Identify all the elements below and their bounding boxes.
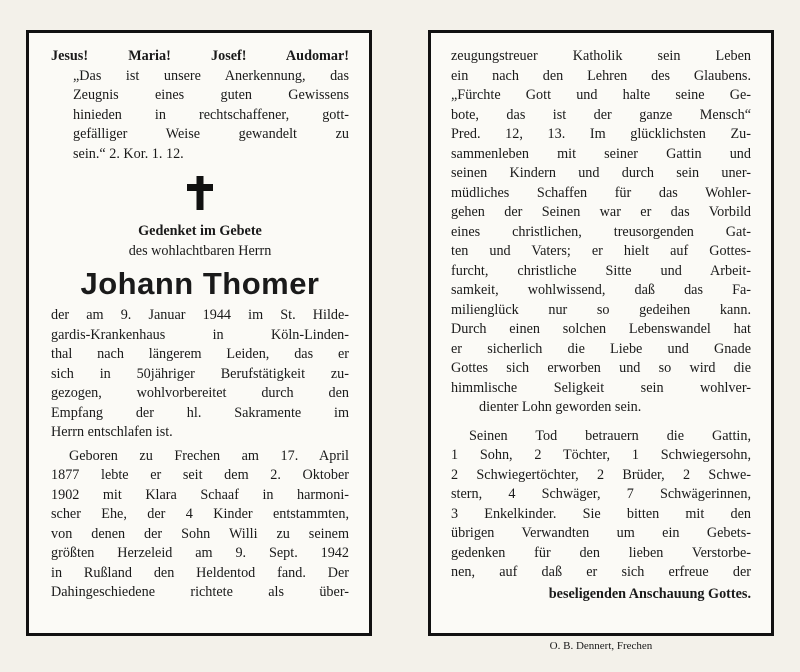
invocation: Jesus! Maria! Josef! Audomar!: [51, 48, 349, 64]
text-line: Herrn entschlafen ist.: [51, 424, 173, 440]
text-line: Seinen Tod betrauern die Gattin,: [469, 427, 751, 444]
text-line: scher Ehe, der 4 Kinder entstammten,: [51, 506, 349, 522]
left-card: [26, 30, 372, 636]
text-line: Gottes sich erworben und so wird die: [451, 360, 751, 376]
right-card: [428, 30, 774, 636]
text-line: eines christlichen, treusorgenden Gat-: [451, 223, 751, 240]
prayer-line: Gedenket im Gebete: [138, 223, 262, 239]
biography-paragraph: [51, 447, 349, 603]
mourners-paragraph: [451, 427, 751, 583]
closing-line: beseligenden Anschauung Gottes.: [548, 585, 751, 602]
biography-paragraph: [451, 47, 751, 418]
text-line: stern, 4 Schwäger, 7 Schwägerinnen,: [451, 486, 751, 502]
scripture-quote: [51, 67, 349, 165]
text-line: seinen Kindern und durch sein uner-: [451, 165, 751, 181]
text-line: in Rußland den Heldentod fand. Der: [51, 564, 349, 581]
text-line: sich in 50jähriger Berufstätigkeit zu-: [51, 365, 349, 382]
biography-paragraph: [51, 306, 349, 443]
text-line: „Fürchte Gott und halte seine Ge-: [451, 87, 751, 103]
text-line: zeugungstreuer Katholik sein Leben: [451, 48, 751, 64]
text-line: samkeit, wohlwissend, daß das Fa-: [451, 282, 751, 298]
text-line: Empfang der hl. Sakramente im: [51, 404, 349, 421]
text-line: 1902 mit Klara Schaaf in harmoni-: [51, 486, 349, 503]
text-line: nen, auf daß er sich erfreue der: [451, 564, 751, 580]
quote-line: „Das ist unsere Anerkennung, das: [73, 67, 349, 84]
text-line: Dahingeschiedene richtete als über-: [51, 584, 349, 600]
text-line: Geboren zu Frechen am 17. April: [69, 447, 349, 464]
text-line: größten Herzeleid am 9. Sept. 1942: [51, 545, 349, 561]
text-line: gedenken für den lieben Verstorbe-: [451, 544, 751, 561]
quote-line: Zeugnis eines guten Gewissens: [73, 87, 349, 103]
text-line: ten und Vaters; er hielt auf Gottes-: [451, 243, 751, 259]
deceased-name: Johann Thomer: [80, 266, 320, 301]
prayer-line: des wohlachtbaren Herrn: [128, 242, 272, 259]
text-line: Durch einen solchen Lebenswandel hat: [451, 321, 751, 337]
text-line: er sicherlich die Liebe und Gnade: [451, 340, 751, 357]
text-line: dienter Lohn geworden sein.: [479, 399, 642, 415]
text-line: bote, das ist der ganze Mensch“: [451, 106, 751, 123]
text-line: thal nach längerem Leiden, das er: [51, 346, 349, 362]
cross-icon: [51, 176, 349, 212]
text-line: milienglück nur so gedeihen kann.: [451, 301, 751, 318]
text-line: 1877 lebte er seit dem 2. Oktober: [51, 467, 349, 483]
text-line: furcht, christliche Sitte und Arbeit-: [451, 262, 751, 279]
quote-line: gefälliger Weise gewandelt zu: [73, 126, 349, 142]
text-line: 1 Sohn, 2 Töchter, 1 Schwiegersohn,: [451, 447, 751, 463]
text-line: sammenleben mit seiner Gattin und: [451, 145, 751, 162]
text-line: müdliches Schaffen für das Wohler-: [451, 184, 751, 201]
text-line: 3 Enkelkinder. Sie bitten mit den: [451, 505, 751, 522]
text-line: gehen der Seinen war er das Vorbild: [451, 204, 751, 220]
text-line: himmlische Seligkeit sein wohlver-: [451, 379, 751, 396]
text-line: 2 Schwiegertöchter, 2 Brüder, 2 Schwe-: [451, 466, 751, 483]
text-line: gezogen, wohlvorbereitet durch den: [51, 385, 349, 401]
quote-line: sein.“ 2. Kor. 1. 12.: [73, 145, 184, 162]
text-line: ein nach den Lehren des Glaubens.: [451, 67, 751, 84]
text-line: der am 9. Januar 1944 im St. Hilde-: [51, 307, 349, 323]
text-line: gardis-Krankenhaus in Köln-Linden-: [51, 326, 349, 343]
text-line: übrigen Verwandten um ein Gebets-: [451, 525, 751, 541]
text-line: von denen der Sohn Willi zu seinem: [51, 525, 349, 542]
printer-credit: O. B. Dennert, Frechen: [549, 640, 653, 652]
text-line: Pred. 12, 13. Im glücklichsten Zu-: [451, 126, 751, 142]
quote-line: hinieden in rechtschaffener, gott-: [73, 106, 349, 123]
